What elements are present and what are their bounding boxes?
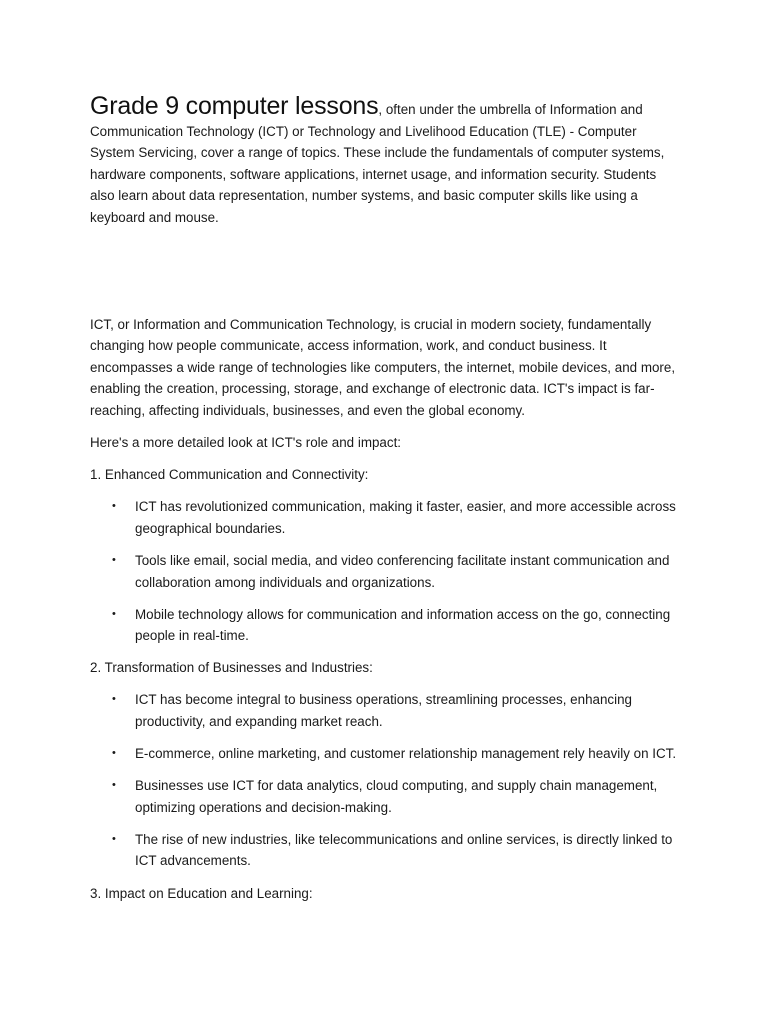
list-item (90, 604, 680, 647)
list-item (90, 496, 680, 539)
list-item-text: Businesses use ICT for data analytics, cloud computing, and supply chain management, optimizing operations and decision-making. (135, 778, 658, 815)
list-item-text: ICT has become integral to business operations, streamlining processes, enhancing productivity, and expanding market reach. (135, 692, 632, 729)
list-item (90, 550, 680, 593)
blank-space (90, 229, 680, 314)
lead-heading: Grade 9 computer lessons (90, 92, 379, 120)
intro-text: , often under the umbrella of Information and Communication Technology (ICT) or Technology and Livelihood Education (TLE) - Computer System Servicing, cover a range of topics. These include the fundamentals of computer systems, hardware components, software applications, internet usage, and information security. Students also learn about data representation, number systems, and basic computer skills like using a keyboard and mouse. (90, 102, 665, 225)
list-item (90, 689, 680, 732)
list-item (90, 775, 680, 818)
list-item (90, 743, 680, 765)
section-heading-communication: 1. Enhanced Communication and Connectivity: (90, 467, 369, 483)
bullet-icon: • (112, 553, 116, 566)
list-item-text: E-commerce, online marketing, and customer relationship management rely heavily on ICT. (135, 746, 677, 762)
intro-paragraph (90, 92, 680, 229)
bullet-icon: • (112, 693, 116, 706)
bullet-icon: • (112, 747, 116, 760)
bullet-list-communication (90, 496, 680, 647)
list-item-text: Tools like email, social media, and video conferencing facilitate instant communication and collaboration among individuals and organizations. (135, 552, 670, 590)
list-item-text: Mobile technology allows for communication and information access on the go, connecting people in real-time. (135, 606, 671, 644)
bullet-icon: • (112, 832, 116, 845)
detail-intro-paragraph: Here's a more detailed look at ICT's role and impact: (90, 435, 402, 451)
bullet-icon: • (112, 779, 116, 792)
bullet-icon: • (112, 500, 116, 513)
list-item-text: ICT has revolutionized communication, making it faster, easier, and more accessible across geographical boundaries. (135, 499, 676, 536)
section-heading-business: 2. Transformation of Businesses and Industries: (90, 660, 373, 676)
ict-paragraph: ICT, or Information and Communication Technology, is crucial in modern society, fundamentally changing how people communicate, access information, work, and conduct business. It encompasses a wide range of technologies like computers, the internet, mobile devices, and more, enabling the creation, processing, storage, and exchange of electronic data. ICT's impact is far-reaching, affecting individuals, businesses, and even the global economy. (90, 316, 676, 418)
list-item (90, 829, 680, 872)
document-page (90, 92, 680, 915)
bullet-list-business (90, 689, 680, 872)
bullet-icon: • (112, 607, 116, 620)
list-item-text: The rise of new industries, like telecommunications and online services, is directly linked to ICT advancements. (135, 831, 673, 869)
section-heading-education: 3. Impact on Education and Learning: (90, 885, 313, 901)
